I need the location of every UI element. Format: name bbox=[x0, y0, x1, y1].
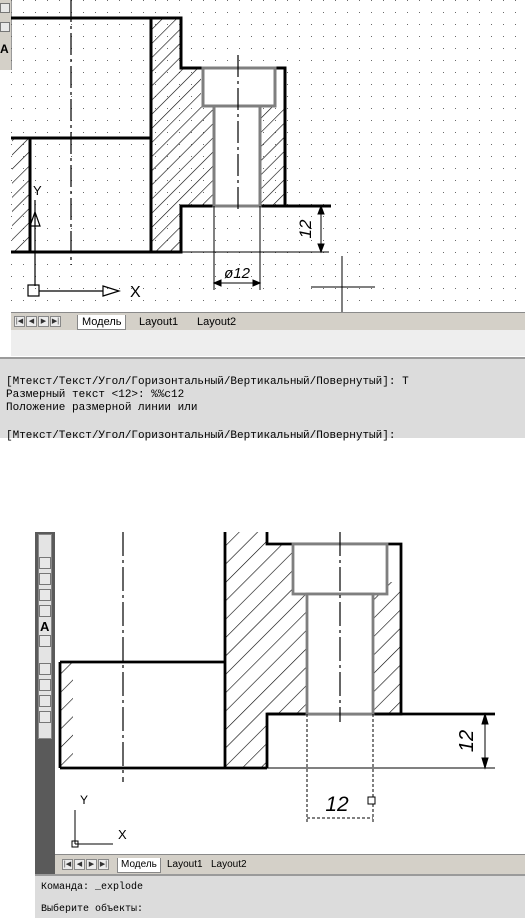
hatch-tool-icon[interactable] bbox=[39, 557, 51, 569]
bottom-cad-window bbox=[0, 436, 525, 916]
prev-layout-icon[interactable]: ◀ bbox=[26, 316, 37, 327]
bottom-command-window[interactable] bbox=[35, 874, 525, 918]
hatch-region-right bbox=[373, 582, 401, 714]
gradient-tool-icon[interactable] bbox=[39, 573, 51, 585]
dimension-height-top: 12 bbox=[296, 219, 315, 239]
tab-model[interactable]: Модель bbox=[77, 315, 126, 330]
tab-layout1[interactable]: Layout1 bbox=[139, 316, 179, 328]
next-layout-icon[interactable]: ▶ bbox=[86, 859, 97, 870]
dimension-diameter-top: ø12 bbox=[224, 265, 250, 282]
xref-tool-icon[interactable] bbox=[39, 695, 51, 707]
first-layout-icon[interactable]: |◀ bbox=[63, 861, 72, 868]
ucs-x-label-bottom: X bbox=[118, 827, 127, 842]
tab-layout2[interactable]: Layout2 bbox=[197, 316, 237, 328]
image-tool-icon[interactable] bbox=[39, 711, 51, 723]
last-layout-icon[interactable]: ▶| bbox=[51, 318, 60, 325]
prev-layout-icon[interactable]: ◀ bbox=[74, 859, 85, 870]
bottom-left-toolbar bbox=[35, 532, 56, 916]
block-tool-icon[interactable] bbox=[39, 663, 51, 675]
ucs-x-label-top: X bbox=[130, 284, 141, 301]
dimension-width-bottom: 12 bbox=[325, 793, 349, 816]
hatch-region-right bbox=[261, 106, 285, 206]
region-tool-icon[interactable] bbox=[39, 589, 51, 601]
top-cad-window bbox=[0, 0, 525, 442]
command-history-line: [Мтекст/Текст/Угол/Горизонтальный/Вертикальный/Повернутый]: Т bbox=[6, 376, 409, 388]
next-layout-icon[interactable]: ▶ bbox=[38, 316, 49, 327]
command-history-line: Команда: _explode bbox=[41, 882, 144, 893]
top-status-gap bbox=[11, 330, 525, 356]
table-tool-icon[interactable] bbox=[39, 605, 51, 617]
insert-tool-icon[interactable] bbox=[39, 679, 51, 691]
hatch-tool-icon[interactable] bbox=[0, 3, 10, 13]
dimension-height-bottom: 12 bbox=[456, 729, 478, 753]
hatch-region-left bbox=[60, 662, 73, 768]
grip-handle bbox=[368, 797, 375, 804]
text-tool-icon[interactable]: A bbox=[40, 619, 50, 634]
bottom-tab-bar bbox=[55, 854, 525, 875]
command-prompt-line[interactable]: [Мтекст/Текст/Угол/Горизонтальный/Вертикальный/Повернутый]: bbox=[6, 430, 396, 442]
table-tool-icon[interactable] bbox=[0, 22, 10, 32]
command-history-line: Размерный текст <12>: %%c12 bbox=[6, 389, 185, 401]
first-layout-icon[interactable]: |◀ bbox=[15, 318, 24, 325]
command-prompt-line[interactable]: Выберите объекты: bbox=[41, 904, 144, 915]
top-tab-bar bbox=[11, 312, 525, 331]
tab-layout2[interactable]: Layout2 bbox=[211, 859, 247, 870]
command-history-line: Положение размерной линии или bbox=[6, 402, 198, 414]
bottom-drawing-area[interactable] bbox=[55, 532, 525, 854]
tab-layout1[interactable]: Layout1 bbox=[167, 859, 203, 870]
tab-model[interactable]: Модель bbox=[117, 858, 161, 873]
ucs-y-label-top: Y bbox=[33, 183, 42, 198]
top-command-window[interactable] bbox=[0, 357, 525, 442]
hatch-region-left bbox=[12, 138, 30, 252]
last-layout-icon[interactable]: ▶| bbox=[99, 861, 108, 868]
add-selected-tool-icon[interactable] bbox=[39, 635, 51, 647]
ucs-y-label-bottom: Y bbox=[80, 793, 89, 807]
text-tool-icon[interactable]: A bbox=[0, 42, 9, 56]
top-drawing-area[interactable] bbox=[11, 0, 525, 312]
